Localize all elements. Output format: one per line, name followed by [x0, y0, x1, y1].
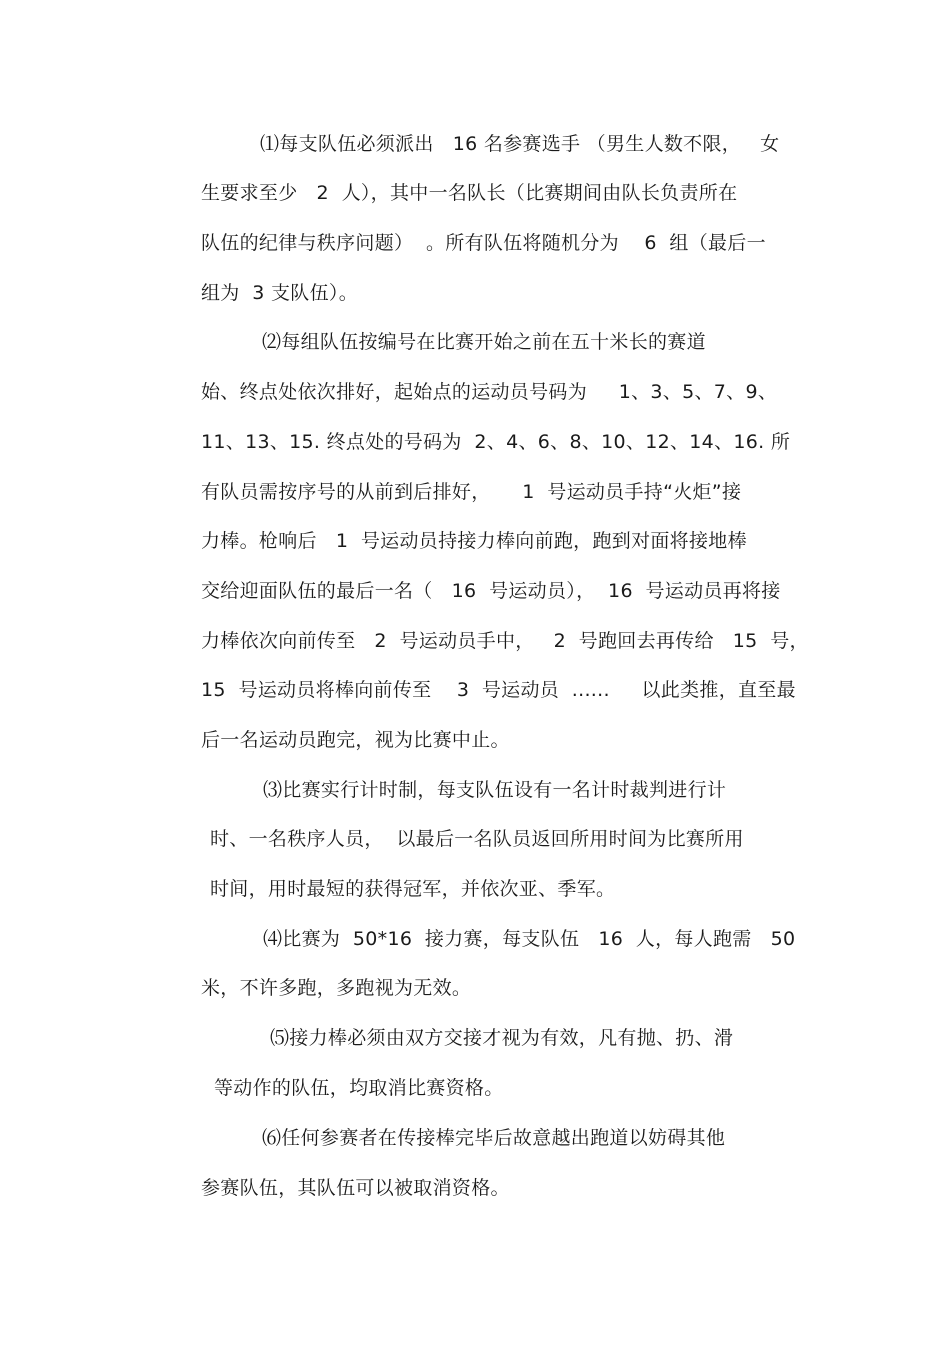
rule-4-line-2: 米，不许多跑，多跑视为无效。 [201, 977, 472, 999]
rule-1-line-3: 队伍的纪律与秩序问题） 。所有队伍将随机分为 6 组（最后一 [201, 232, 766, 254]
rule-1-line-1: ⑴每支队伍必须派出 16 名参赛选手 （男生人数不限， 女 [260, 133, 780, 155]
rule-6-line-1: ⑹任何参赛者在传接棒完毕后故意越出跑道以妨碍其他 [262, 1127, 726, 1149]
rule-3-line-3: 时间，用时最短的获得冠军，并依次亚、季军。 [210, 878, 616, 900]
rule-2-line-4: 有队员需按序号的从前到后排好， 1 号运动员手持“火炬”接 [201, 481, 742, 503]
rule-2-line-2: 始、终点处依次排好，起始点的运动员号码为 1、3、5、7、9、 [201, 381, 778, 403]
rule-2-line-8: 15 号运动员将棒向前传至 3 号运动员 ...... 以此类推，直至最 [201, 679, 796, 701]
rule-3-line-1: ⑶比赛实行计时制，每支队伍设有一名计时裁判进行计 [263, 779, 727, 801]
rule-1-line-4: 组为 3 支队伍）。 [201, 282, 359, 304]
rule-4-line-1: ⑷比赛为 50*16 接力赛，每支队伍 16 人，每人跑需 50 [263, 928, 796, 950]
rule-2-line-5: 力棒。枪响后 1 号运动员持接力棒向前跑，跑到对面将接地棒 [201, 530, 747, 552]
rule-5-line-1: ⑸接力棒必须由双方交接才视为有效，凡有抛、扔、滑 [270, 1027, 734, 1049]
rule-2-line-3: 11、13、15. 终点处的号码为 2、4、6、8、10、12、14、16. 所 [201, 431, 791, 453]
rule-2-line-6: 交给迎面队伍的最后一名（ 16 号运动员）， 16 号运动员再将接 [201, 580, 781, 602]
rule-1-line-2: 生要求至少 2 人），其中一名队长（比赛期间由队长负责所在 [201, 182, 738, 204]
rule-3-line-2: 时、一名秩序人员， 以最后一名队员返回所用时间为比赛所用 [210, 828, 744, 850]
rule-6-line-2: 参赛队伍，其队伍可以被取消资格。 [201, 1177, 510, 1199]
rule-2-line-1: ⑵每组队伍按编号在比赛开始之前在五十米长的赛道 [262, 331, 706, 353]
rule-2-line-7: 力棒依次向前传至 2 号运动员手中， 2 号跑回去再传给 15 号， [201, 630, 809, 652]
rule-2-line-9: 后一名运动员跑完，视为比赛中止。 [201, 729, 510, 751]
rule-5-line-2: 等动作的队伍，均取消比赛资格。 [214, 1077, 504, 1099]
